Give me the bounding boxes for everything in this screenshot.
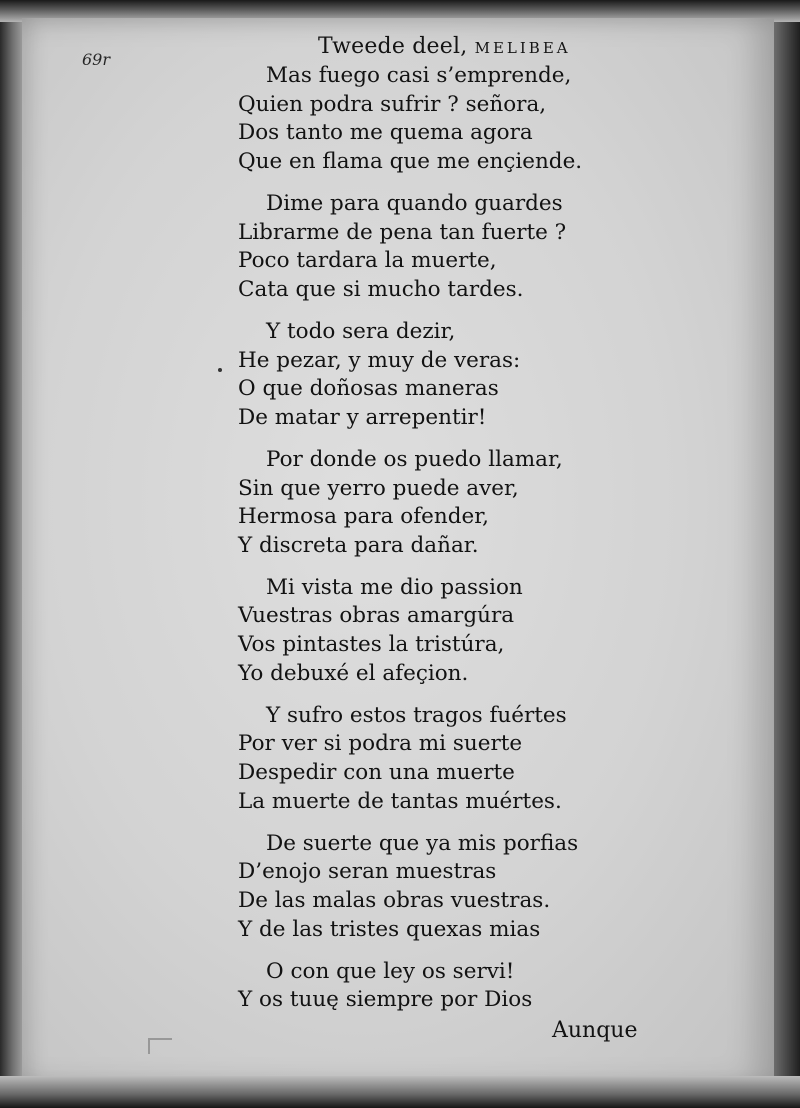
verse-line: Y os tuuę siempre por Dios xyxy=(238,987,533,1013)
verse-line: Y todo sera dezir, xyxy=(266,318,456,344)
show-through-text xyxy=(612,88,792,1028)
folio-number: 69r xyxy=(82,50,111,69)
stanza xyxy=(238,574,638,688)
verse-line: De suerte que ya mis porfias xyxy=(266,830,579,856)
stanza xyxy=(238,702,638,816)
verse-line: Sin que yerro puede aver, xyxy=(238,475,519,501)
book-edge-bottom xyxy=(0,1076,800,1108)
verse-line: Vuestras obras amargúra xyxy=(238,603,515,629)
running-head-caps: MELIBEA xyxy=(474,39,571,57)
verse-line: He pezar, y muy de veras: xyxy=(238,347,521,373)
running-head-text: Tweede deel, xyxy=(318,34,475,59)
verse-line: Dime para quando guardes xyxy=(266,190,563,216)
margin-smudge xyxy=(148,1038,172,1054)
verse-line: Por donde os puedo llamar, xyxy=(266,446,563,472)
verse-line: O con que ley os servi! xyxy=(266,958,515,984)
verse-line: Por ver si podra mi suerte xyxy=(238,731,523,757)
catchword: Aunque xyxy=(552,1018,638,1043)
poem-body xyxy=(238,62,638,1029)
verse-line: Librarme de pena tan fuerte ? xyxy=(238,219,567,245)
stanza xyxy=(238,958,638,1015)
verse-line: Vos pintastes la tristúra, xyxy=(238,632,505,658)
stanza xyxy=(238,446,638,560)
verse-line: O que doñosas maneras xyxy=(238,376,499,402)
verse-line: Despedir con una muerte xyxy=(238,760,515,786)
stanza xyxy=(238,62,638,176)
stanza xyxy=(238,830,638,944)
margin-mark xyxy=(218,368,222,372)
verse-line: De las malas obras vuestras. xyxy=(238,888,551,913)
verse-line: Dos tanto me quema agora xyxy=(238,120,533,146)
stanza xyxy=(238,318,638,432)
running-head xyxy=(318,34,571,59)
verse-line: Que en flama que me ençiende. xyxy=(238,148,583,174)
verse-line: Mas fuego casi s’emprende, xyxy=(266,63,572,88)
verse-line: Cata que si mucho tardes. xyxy=(238,276,524,302)
verse-line: Y discreta para dañar. xyxy=(238,532,479,558)
verse-line: Quien podra sufrir ? señora, xyxy=(238,91,547,117)
verse-line: D’enojo seran muestras xyxy=(238,859,497,885)
verse-line: Y sufro estos tragos fuértes xyxy=(266,702,567,728)
verse-line: Hermosa para ofender, xyxy=(238,504,489,530)
verse-line: Y de las tristes quexas mias xyxy=(238,916,541,942)
verse-line: Poco tardara la muerte, xyxy=(238,248,497,274)
verse-line: Yo debuxé el afeçion. xyxy=(238,660,469,686)
verse-line: De matar y arrepentir! xyxy=(238,404,487,430)
verse-line: La muerte de tantas muértes. xyxy=(238,788,562,814)
verse-line: Mi vista me dio passion xyxy=(266,574,523,600)
stanza xyxy=(238,190,638,304)
